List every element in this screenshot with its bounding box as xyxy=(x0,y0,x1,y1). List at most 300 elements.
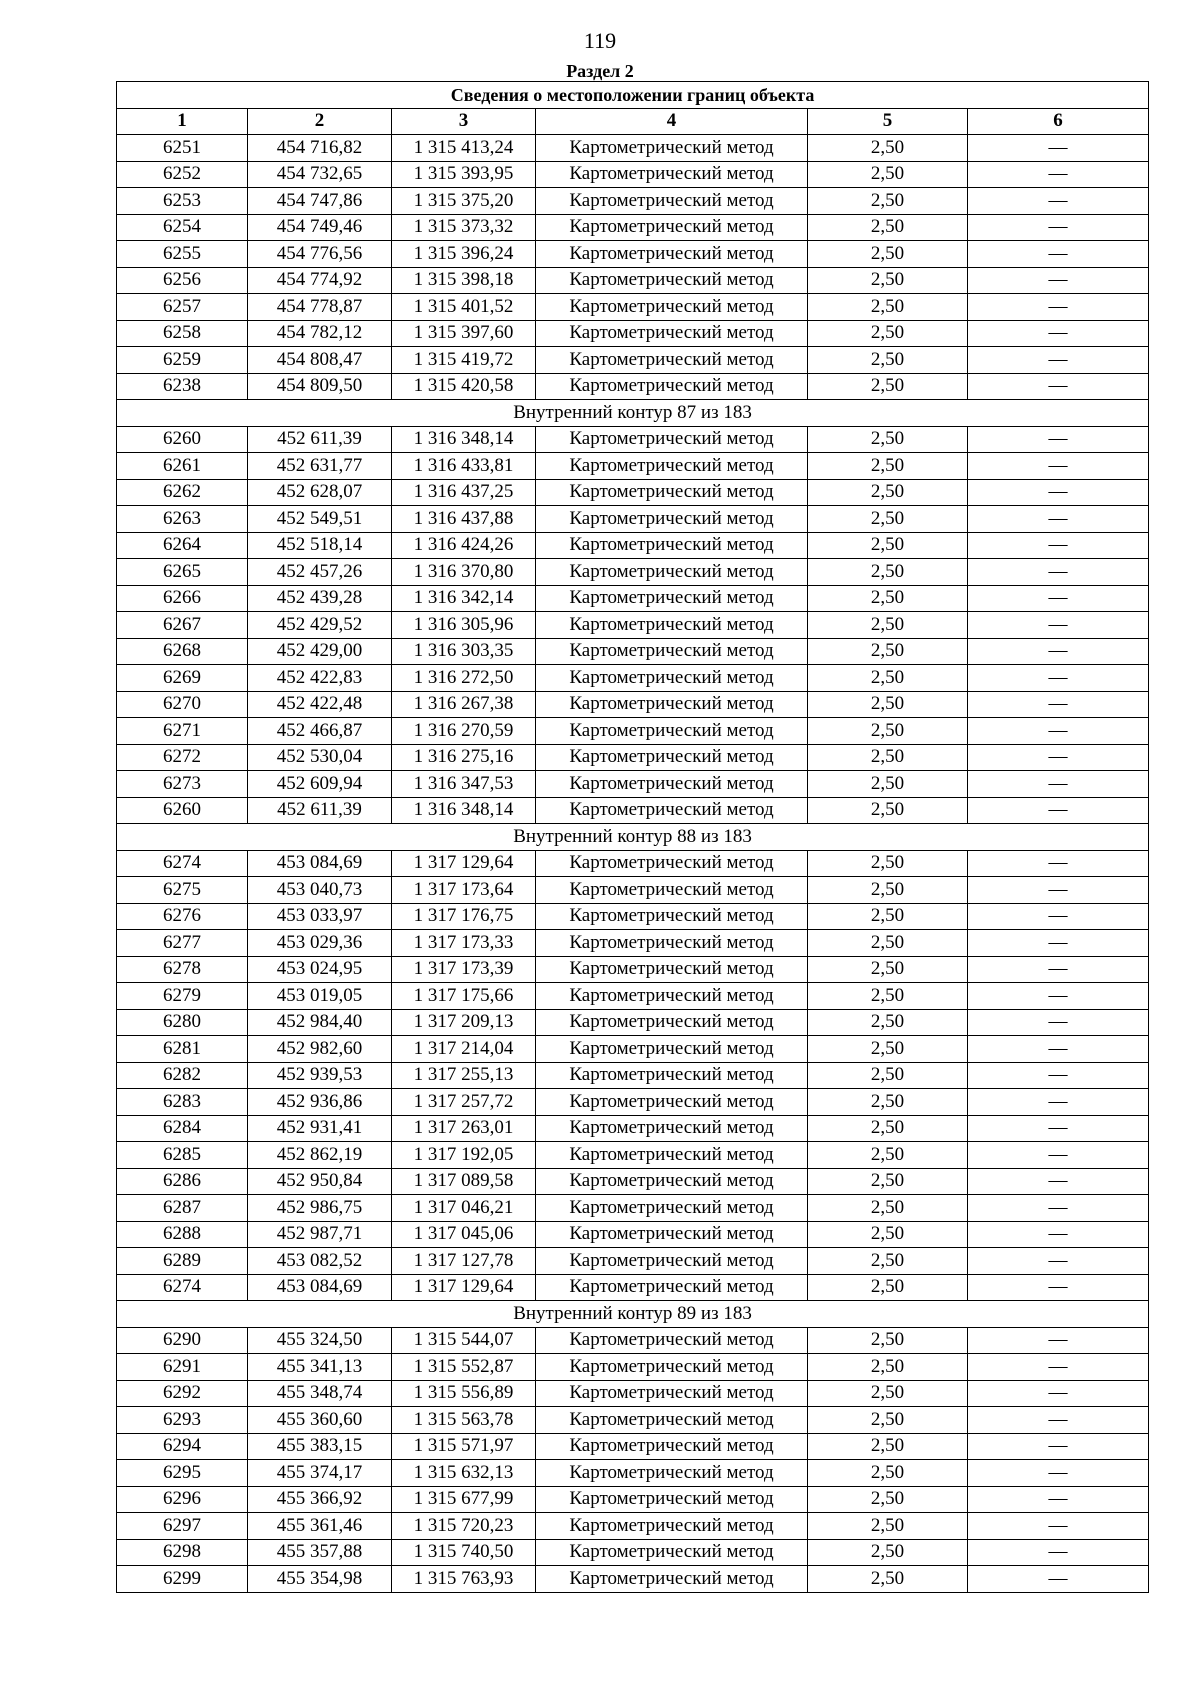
note: — xyxy=(968,426,1149,453)
point-number: 6276 xyxy=(117,903,248,930)
method: Картометрический метод xyxy=(536,1407,808,1434)
method: Картометрический метод xyxy=(536,1115,808,1142)
point-number: 6264 xyxy=(117,532,248,559)
accuracy: 2,50 xyxy=(808,373,968,400)
point-number: 6292 xyxy=(117,1380,248,1407)
point-number: 6270 xyxy=(117,691,248,718)
coord-x: 452 931,41 xyxy=(248,1115,392,1142)
coord-y: 1 315 552,87 xyxy=(392,1354,536,1381)
accuracy: 2,50 xyxy=(808,1062,968,1089)
method: Картометрический метод xyxy=(536,1486,808,1513)
point-number: 6283 xyxy=(117,1089,248,1116)
point-number: 6274 xyxy=(117,1274,248,1301)
note: — xyxy=(968,1009,1149,1036)
method: Картометрический метод xyxy=(536,1539,808,1566)
coord-y: 1 317 173,33 xyxy=(392,930,536,957)
note: — xyxy=(968,453,1149,480)
column-number: 2 xyxy=(248,108,392,135)
coord-y: 1 315 413,24 xyxy=(392,135,536,162)
table-row xyxy=(117,1009,1149,1036)
table-title: Сведения о местоположении границ объекта xyxy=(117,82,1149,109)
note: — xyxy=(968,771,1149,798)
accuracy: 2,50 xyxy=(808,797,968,824)
table-row xyxy=(117,1433,1149,1460)
coord-y: 1 317 129,64 xyxy=(392,1274,536,1301)
column-number: 6 xyxy=(968,108,1149,135)
coord-y: 1 315 419,72 xyxy=(392,347,536,374)
method: Картометрический метод xyxy=(536,1460,808,1487)
coord-y: 1 316 272,50 xyxy=(392,665,536,692)
coord-x: 452 609,94 xyxy=(248,771,392,798)
coord-y: 1 316 267,38 xyxy=(392,691,536,718)
table-row xyxy=(117,956,1149,983)
coord-y: 1 316 437,88 xyxy=(392,506,536,533)
note: — xyxy=(968,373,1149,400)
accuracy: 2,50 xyxy=(808,1380,968,1407)
coord-x: 454 776,56 xyxy=(248,241,392,268)
point-number: 6253 xyxy=(117,188,248,215)
point-number: 6293 xyxy=(117,1407,248,1434)
table-row xyxy=(117,1486,1149,1513)
table-row xyxy=(117,1036,1149,1063)
coord-y: 1 317 127,78 xyxy=(392,1248,536,1275)
contour-label-row xyxy=(117,400,1149,427)
coord-y: 1 316 347,53 xyxy=(392,771,536,798)
table-row xyxy=(117,797,1149,824)
method: Картометрический метод xyxy=(536,1062,808,1089)
table-row xyxy=(117,294,1149,321)
table-row xyxy=(117,1539,1149,1566)
note: — xyxy=(968,718,1149,745)
accuracy: 2,50 xyxy=(808,744,968,771)
table-row xyxy=(117,135,1149,162)
coord-y: 1 315 763,93 xyxy=(392,1566,536,1593)
note: — xyxy=(968,585,1149,612)
coord-y: 1 316 303,35 xyxy=(392,638,536,665)
point-number: 6287 xyxy=(117,1195,248,1222)
table-row xyxy=(117,267,1149,294)
coord-x: 452 628,07 xyxy=(248,479,392,506)
table-row xyxy=(117,188,1149,215)
method: Картометрический метод xyxy=(536,559,808,586)
table-row xyxy=(117,1115,1149,1142)
accuracy: 2,50 xyxy=(808,1248,968,1275)
table-row xyxy=(117,1062,1149,1089)
note: — xyxy=(968,1221,1149,1248)
method: Картометрический метод xyxy=(536,506,808,533)
note: — xyxy=(968,1539,1149,1566)
coord-x: 455 357,88 xyxy=(248,1539,392,1566)
note: — xyxy=(968,797,1149,824)
method: Картометрический метод xyxy=(536,1274,808,1301)
coord-y: 1 315 563,78 xyxy=(392,1407,536,1434)
coord-x: 452 611,39 xyxy=(248,797,392,824)
coord-x: 454 732,65 xyxy=(248,161,392,188)
method: Картометрический метод xyxy=(536,983,808,1010)
coord-x: 454 749,46 xyxy=(248,214,392,241)
accuracy: 2,50 xyxy=(808,1036,968,1063)
coord-y: 1 317 175,66 xyxy=(392,983,536,1010)
coord-y: 1 315 632,13 xyxy=(392,1460,536,1487)
accuracy: 2,50 xyxy=(808,1539,968,1566)
accuracy: 2,50 xyxy=(808,135,968,162)
note: — xyxy=(968,744,1149,771)
note: — xyxy=(968,135,1149,162)
point-number: 6295 xyxy=(117,1460,248,1487)
point-number: 6273 xyxy=(117,771,248,798)
point-number: 6275 xyxy=(117,877,248,904)
coord-y: 1 315 420,58 xyxy=(392,373,536,400)
note: — xyxy=(968,903,1149,930)
accuracy: 2,50 xyxy=(808,638,968,665)
note: — xyxy=(968,241,1149,268)
coord-x: 452 422,83 xyxy=(248,665,392,692)
coord-x: 453 019,05 xyxy=(248,983,392,1010)
note: — xyxy=(968,1407,1149,1434)
method: Картометрический метод xyxy=(536,373,808,400)
table-row xyxy=(117,320,1149,347)
accuracy: 2,50 xyxy=(808,718,968,745)
method: Картометрический метод xyxy=(536,1089,808,1116)
accuracy: 2,50 xyxy=(808,956,968,983)
method: Картометрический метод xyxy=(536,1009,808,1036)
point-number: 6294 xyxy=(117,1433,248,1460)
coord-x: 452 611,39 xyxy=(248,426,392,453)
coord-x: 455 341,13 xyxy=(248,1354,392,1381)
accuracy: 2,50 xyxy=(808,585,968,612)
accuracy: 2,50 xyxy=(808,1115,968,1142)
table-row xyxy=(117,1354,1149,1381)
accuracy: 2,50 xyxy=(808,294,968,321)
note: — xyxy=(968,1513,1149,1540)
method: Картометрический метод xyxy=(536,426,808,453)
note: — xyxy=(968,479,1149,506)
method: Картометрический метод xyxy=(536,532,808,559)
point-number: 6279 xyxy=(117,983,248,1010)
coord-x: 454 716,82 xyxy=(248,135,392,162)
method: Картометрический метод xyxy=(536,1380,808,1407)
coord-x: 454 747,86 xyxy=(248,188,392,215)
point-number: 6251 xyxy=(117,135,248,162)
coord-x: 452 986,75 xyxy=(248,1195,392,1222)
method: Картометрический метод xyxy=(536,930,808,957)
accuracy: 2,50 xyxy=(808,1354,968,1381)
point-number: 6274 xyxy=(117,850,248,877)
coord-x: 452 439,28 xyxy=(248,585,392,612)
accuracy: 2,50 xyxy=(808,1513,968,1540)
note: — xyxy=(968,1354,1149,1381)
accuracy: 2,50 xyxy=(808,771,968,798)
accuracy: 2,50 xyxy=(808,612,968,639)
point-number: 6260 xyxy=(117,797,248,824)
table-row xyxy=(117,983,1149,1010)
table-row xyxy=(117,718,1149,745)
coord-y: 1 315 544,07 xyxy=(392,1327,536,1354)
coord-y: 1 316 437,25 xyxy=(392,479,536,506)
point-number: 6254 xyxy=(117,214,248,241)
accuracy: 2,50 xyxy=(808,188,968,215)
note: — xyxy=(968,347,1149,374)
coord-x: 455 348,74 xyxy=(248,1380,392,1407)
note: — xyxy=(968,320,1149,347)
note: — xyxy=(968,983,1149,1010)
column-number: 4 xyxy=(536,108,808,135)
table-row xyxy=(117,1248,1149,1275)
coord-y: 1 315 401,52 xyxy=(392,294,536,321)
table-row xyxy=(117,612,1149,639)
note: — xyxy=(968,1248,1149,1275)
point-number: 6284 xyxy=(117,1115,248,1142)
note: — xyxy=(968,1089,1149,1116)
coord-x: 452 862,19 xyxy=(248,1142,392,1169)
accuracy: 2,50 xyxy=(808,1486,968,1513)
coord-x: 452 422,48 xyxy=(248,691,392,718)
table-row xyxy=(117,532,1149,559)
table-row xyxy=(117,241,1149,268)
coord-x: 453 029,36 xyxy=(248,930,392,957)
method: Картометрический метод xyxy=(536,161,808,188)
coord-x: 455 361,46 xyxy=(248,1513,392,1540)
coord-x: 452 429,52 xyxy=(248,612,392,639)
method: Картометрический метод xyxy=(536,877,808,904)
table-row xyxy=(117,1380,1149,1407)
point-number: 6238 xyxy=(117,373,248,400)
accuracy: 2,50 xyxy=(808,161,968,188)
coord-x: 452 936,86 xyxy=(248,1089,392,1116)
contour-label: Внутренний контур 87 из 183 xyxy=(117,400,1149,427)
note: — xyxy=(968,1195,1149,1222)
coord-x: 452 939,53 xyxy=(248,1062,392,1089)
coord-y: 1 317 257,72 xyxy=(392,1089,536,1116)
coord-y: 1 315 393,95 xyxy=(392,161,536,188)
coord-x: 454 808,47 xyxy=(248,347,392,374)
method: Картометрический метод xyxy=(536,744,808,771)
note: — xyxy=(968,532,1149,559)
coord-y: 1 315 556,89 xyxy=(392,1380,536,1407)
coord-y: 1 317 129,64 xyxy=(392,850,536,877)
point-number: 6296 xyxy=(117,1486,248,1513)
coord-y: 1 315 398,18 xyxy=(392,267,536,294)
accuracy: 2,50 xyxy=(808,1089,968,1116)
coord-y: 1 315 397,60 xyxy=(392,320,536,347)
method: Картометрический метод xyxy=(536,294,808,321)
method: Картометрический метод xyxy=(536,479,808,506)
accuracy: 2,50 xyxy=(808,877,968,904)
point-number: 6289 xyxy=(117,1248,248,1275)
point-number: 6252 xyxy=(117,161,248,188)
method: Картометрический метод xyxy=(536,1248,808,1275)
coordinates-table xyxy=(116,81,1149,1593)
table-row xyxy=(117,1513,1149,1540)
coord-y: 1 317 214,04 xyxy=(392,1036,536,1063)
point-number: 6255 xyxy=(117,241,248,268)
coord-y: 1 315 396,24 xyxy=(392,241,536,268)
coord-x: 455 324,50 xyxy=(248,1327,392,1354)
coord-y: 1 317 263,01 xyxy=(392,1115,536,1142)
point-number: 6286 xyxy=(117,1168,248,1195)
table-row xyxy=(117,373,1149,400)
coord-x: 452 982,60 xyxy=(248,1036,392,1063)
method: Картометрический метод xyxy=(536,1327,808,1354)
table-row xyxy=(117,850,1149,877)
point-number: 6256 xyxy=(117,267,248,294)
method: Картометрический метод xyxy=(536,1221,808,1248)
note: — xyxy=(968,1460,1149,1487)
method: Картометрический метод xyxy=(536,956,808,983)
method: Картометрический метод xyxy=(536,320,808,347)
coord-x: 454 774,92 xyxy=(248,267,392,294)
method: Картометрический метод xyxy=(536,797,808,824)
coord-x: 452 631,77 xyxy=(248,453,392,480)
table-row xyxy=(117,665,1149,692)
note: — xyxy=(968,1142,1149,1169)
coord-x: 452 466,87 xyxy=(248,718,392,745)
point-number: 6260 xyxy=(117,426,248,453)
method: Картометрический метод xyxy=(536,1566,808,1593)
method: Картометрический метод xyxy=(536,612,808,639)
table-row xyxy=(117,1142,1149,1169)
table-row xyxy=(117,559,1149,586)
note: — xyxy=(968,665,1149,692)
note: — xyxy=(968,1486,1149,1513)
contour-label-row xyxy=(117,1301,1149,1328)
method: Картометрический метод xyxy=(536,1036,808,1063)
point-number: 6261 xyxy=(117,453,248,480)
coord-x: 453 040,73 xyxy=(248,877,392,904)
method: Картометрический метод xyxy=(536,1168,808,1195)
accuracy: 2,50 xyxy=(808,1433,968,1460)
accuracy: 2,50 xyxy=(808,850,968,877)
accuracy: 2,50 xyxy=(808,903,968,930)
accuracy: 2,50 xyxy=(808,1460,968,1487)
method: Картометрический метод xyxy=(536,135,808,162)
point-number: 6277 xyxy=(117,930,248,957)
coord-x: 455 354,98 xyxy=(248,1566,392,1593)
column-number: 3 xyxy=(392,108,536,135)
coord-y: 1 317 046,21 xyxy=(392,1195,536,1222)
note: — xyxy=(968,638,1149,665)
point-number: 6266 xyxy=(117,585,248,612)
coord-y: 1 317 089,58 xyxy=(392,1168,536,1195)
accuracy: 2,50 xyxy=(808,241,968,268)
accuracy: 2,50 xyxy=(808,559,968,586)
note: — xyxy=(968,161,1149,188)
note: — xyxy=(968,930,1149,957)
method: Картометрический метод xyxy=(536,188,808,215)
note: — xyxy=(968,506,1149,533)
table-row xyxy=(117,426,1149,453)
accuracy: 2,50 xyxy=(808,983,968,1010)
coord-y: 1 317 045,06 xyxy=(392,1221,536,1248)
table-row xyxy=(117,771,1149,798)
coord-x: 454 809,50 xyxy=(248,373,392,400)
point-number: 6272 xyxy=(117,744,248,771)
coord-y: 1 316 433,81 xyxy=(392,453,536,480)
accuracy: 2,50 xyxy=(808,453,968,480)
table-row xyxy=(117,1274,1149,1301)
coord-x: 452 549,51 xyxy=(248,506,392,533)
coord-y: 1 317 173,64 xyxy=(392,877,536,904)
point-number: 6291 xyxy=(117,1354,248,1381)
method: Картометрический метод xyxy=(536,665,808,692)
page-number: 119 xyxy=(583,28,617,53)
note: — xyxy=(968,691,1149,718)
coord-x: 454 782,12 xyxy=(248,320,392,347)
point-number: 6297 xyxy=(117,1513,248,1540)
note: — xyxy=(968,1036,1149,1063)
coord-y: 1 316 348,14 xyxy=(392,797,536,824)
table-row xyxy=(117,1407,1149,1434)
coord-x: 455 374,17 xyxy=(248,1460,392,1487)
coord-x: 455 360,60 xyxy=(248,1407,392,1434)
note: — xyxy=(968,1327,1149,1354)
coord-x: 453 033,97 xyxy=(248,903,392,930)
note: — xyxy=(968,294,1149,321)
accuracy: 2,50 xyxy=(808,930,968,957)
method: Картометрический метод xyxy=(536,1433,808,1460)
coord-x: 455 366,92 xyxy=(248,1486,392,1513)
coord-x: 453 084,69 xyxy=(248,850,392,877)
coord-x: 452 530,04 xyxy=(248,744,392,771)
accuracy: 2,50 xyxy=(808,347,968,374)
table-row xyxy=(117,638,1149,665)
note: — xyxy=(968,1062,1149,1089)
table-row xyxy=(117,1221,1149,1248)
note: — xyxy=(968,1433,1149,1460)
coord-y: 1 315 571,97 xyxy=(392,1433,536,1460)
table-row xyxy=(117,1566,1149,1593)
point-number: 6263 xyxy=(117,506,248,533)
note: — xyxy=(968,1380,1149,1407)
note: — xyxy=(968,559,1149,586)
coord-y: 1 316 275,16 xyxy=(392,744,536,771)
point-number: 6288 xyxy=(117,1221,248,1248)
table-body xyxy=(117,135,1149,1593)
coord-y: 1 317 255,13 xyxy=(392,1062,536,1089)
accuracy: 2,50 xyxy=(808,1168,968,1195)
contour-label: Внутренний контур 89 из 183 xyxy=(117,1301,1149,1328)
point-number: 6280 xyxy=(117,1009,248,1036)
method: Картометрический метод xyxy=(536,214,808,241)
note: — xyxy=(968,267,1149,294)
method: Картометрический метод xyxy=(536,1195,808,1222)
coord-y: 1 316 270,59 xyxy=(392,718,536,745)
accuracy: 2,50 xyxy=(808,665,968,692)
accuracy: 2,50 xyxy=(808,1195,968,1222)
point-number: 6298 xyxy=(117,1539,248,1566)
method: Картометрический метод xyxy=(536,718,808,745)
accuracy: 2,50 xyxy=(808,267,968,294)
note: — xyxy=(968,1566,1149,1593)
point-number: 6265 xyxy=(117,559,248,586)
method: Картометрический метод xyxy=(536,585,808,612)
method: Картометрический метод xyxy=(536,1513,808,1540)
coord-y: 1 315 677,99 xyxy=(392,1486,536,1513)
table-row xyxy=(117,691,1149,718)
point-number: 6271 xyxy=(117,718,248,745)
coord-x: 452 429,00 xyxy=(248,638,392,665)
coord-y: 1 317 209,13 xyxy=(392,1009,536,1036)
point-number: 6281 xyxy=(117,1036,248,1063)
point-number: 6290 xyxy=(117,1327,248,1354)
point-number: 6267 xyxy=(117,612,248,639)
method: Картометрический метод xyxy=(536,638,808,665)
table-row xyxy=(117,903,1149,930)
method: Картометрический метод xyxy=(536,691,808,718)
accuracy: 2,50 xyxy=(808,1221,968,1248)
coord-x: 453 024,95 xyxy=(248,956,392,983)
table-row xyxy=(117,930,1149,957)
